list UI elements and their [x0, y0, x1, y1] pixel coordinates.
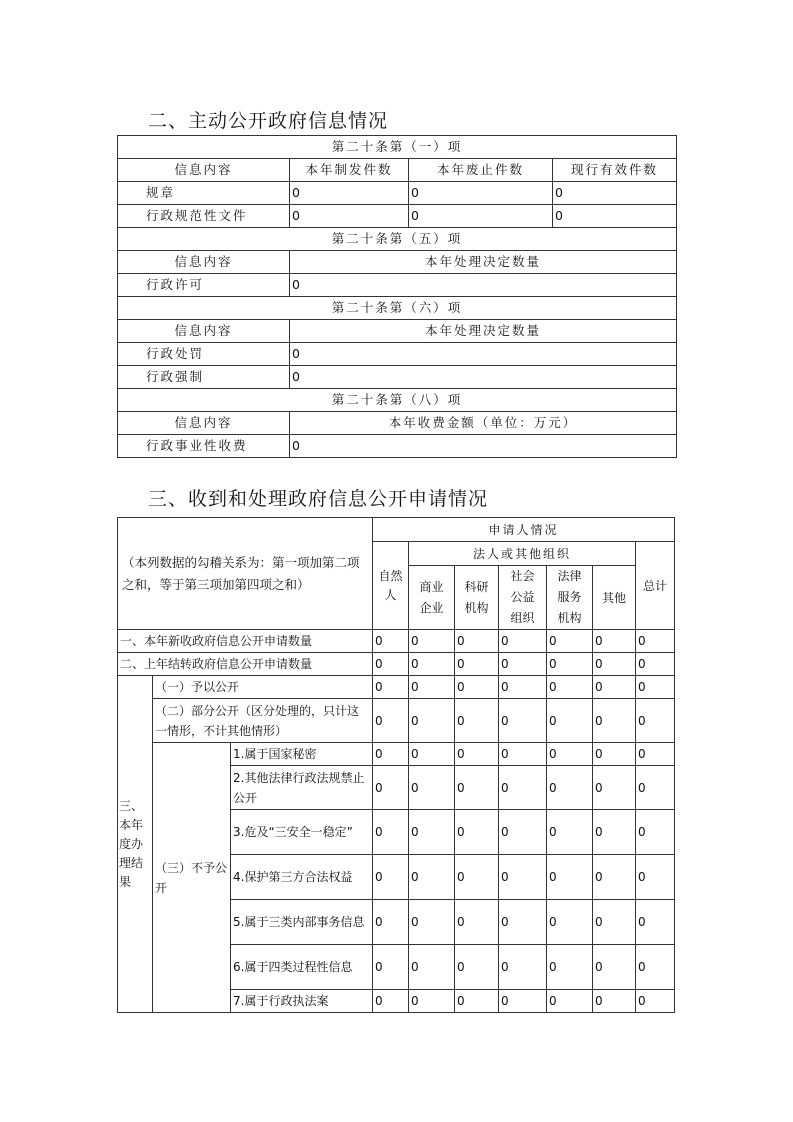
- cell-value: 0: [593, 630, 636, 653]
- cell-value: 0: [373, 900, 409, 945]
- cell-value: 0: [499, 743, 547, 766]
- cell-value: 0: [547, 653, 593, 676]
- row-label: 4.保护第三方合法权益: [231, 855, 373, 900]
- cell-value: 0: [636, 699, 675, 743]
- natural-person-header: 自然人: [373, 542, 409, 630]
- cell-value: 0: [409, 766, 455, 810]
- cell-value: 0: [636, 945, 675, 990]
- cell-value: 0: [499, 945, 547, 990]
- table-row: [118, 159, 677, 182]
- cell-value: 0: [547, 743, 593, 766]
- cell-value: 0: [499, 810, 547, 855]
- col-header: 本年收费金额（单位：万元）: [290, 412, 677, 435]
- cell-value: 0: [593, 766, 636, 810]
- cell-value: 0: [636, 990, 675, 1013]
- article-20-6-header: 第二十条第（六）项: [118, 297, 677, 320]
- cell-value: 0: [547, 630, 593, 653]
- row-label: 2.其他法律行政法规禁止公开: [231, 766, 373, 810]
- cell-value: 0: [636, 653, 675, 676]
- section2-title: 二、主动公开政府信息情况: [148, 110, 389, 132]
- cell-value: 0: [593, 855, 636, 900]
- cell-value: 0: [409, 900, 455, 945]
- cell-value: 0: [593, 676, 636, 699]
- table-row: [118, 136, 677, 159]
- cell-value: 0: [636, 766, 675, 810]
- col-header: 信息内容: [118, 251, 290, 274]
- table-row: [118, 366, 677, 389]
- cell-value: 0: [636, 743, 675, 766]
- cell-value: 0: [636, 676, 675, 699]
- cell-value: 0: [290, 343, 677, 366]
- cell-value: 0: [455, 766, 499, 810]
- cell-value: 0: [373, 945, 409, 990]
- row-label: 3.危及“三安全一稳定”: [231, 810, 373, 855]
- handling-result-label: 三、本年度办理结果: [118, 676, 153, 1013]
- cell-value: 0: [290, 182, 409, 205]
- row-label: 规章: [118, 182, 290, 205]
- cell-value: 0: [373, 810, 409, 855]
- table-row: [118, 518, 675, 542]
- cell-value: 0: [455, 855, 499, 900]
- cell-value: 0: [290, 274, 677, 297]
- cell-value: 0: [409, 743, 455, 766]
- cell-value: 0: [409, 855, 455, 900]
- cell-value: 0: [409, 945, 455, 990]
- cell-value: 0: [636, 630, 675, 653]
- row-label: 行政事业性收费: [118, 435, 290, 458]
- row-label: 行政规范性文件: [118, 205, 290, 228]
- cell-value: 0: [593, 699, 636, 743]
- total-header: 总计: [636, 542, 675, 630]
- cell-value: 0: [499, 990, 547, 1013]
- table-row: [118, 320, 677, 343]
- org-col-header: 法律服务机构: [547, 566, 593, 630]
- cell-value: 0: [290, 366, 677, 389]
- table-row: [118, 653, 675, 676]
- cell-value: 0: [409, 182, 553, 205]
- cell-value: 0: [373, 855, 409, 900]
- table-row: [118, 389, 677, 412]
- org-col-header: 科研机构: [455, 566, 499, 630]
- cell-value: 0: [499, 676, 547, 699]
- cell-value: 0: [547, 990, 593, 1013]
- proactive-disclosure-table: [117, 135, 677, 458]
- table-row: [118, 699, 675, 743]
- cell-value: 0: [499, 653, 547, 676]
- applicant-header: 申请人情况: [373, 518, 675, 542]
- cell-value: 0: [373, 630, 409, 653]
- legal-entity-header: 法人或其他组织: [409, 542, 636, 566]
- cell-value: 0: [553, 182, 677, 205]
- cell-value: 0: [409, 676, 455, 699]
- row-label: 7.属于行政执法案: [231, 990, 373, 1013]
- application-handling-table: [117, 517, 675, 1013]
- cell-value: 0: [455, 653, 499, 676]
- row-label: 5.属于三类内部事务信息: [231, 900, 373, 945]
- reconciliation-note: （本列数据的勾稽关系为：第一项加第二项之和，等于第三项加第四项之和）: [118, 518, 373, 630]
- cell-value: 0: [455, 990, 499, 1013]
- cell-value: 0: [409, 205, 553, 228]
- row-label: 1.属于国家秘密: [231, 743, 373, 766]
- cell-value: 0: [455, 743, 499, 766]
- cell-value: 0: [455, 630, 499, 653]
- cell-value: 0: [499, 855, 547, 900]
- org-col-header: 其他: [593, 566, 636, 630]
- cell-value: 0: [499, 630, 547, 653]
- cell-value: 0: [593, 945, 636, 990]
- col-header: 信息内容: [118, 320, 290, 343]
- cell-value: 0: [636, 810, 675, 855]
- cell-value: 0: [373, 699, 409, 743]
- cell-value: 0: [409, 810, 455, 855]
- cell-value: 0: [593, 743, 636, 766]
- cell-value: 0: [593, 900, 636, 945]
- cell-value: 0: [290, 205, 409, 228]
- cell-value: 0: [373, 990, 409, 1013]
- article-20-5-header: 第二十条第（五）项: [118, 228, 677, 251]
- col-header: 本年制发件数: [290, 159, 409, 182]
- cell-value: 0: [455, 945, 499, 990]
- cell-value: 0: [499, 699, 547, 743]
- cell-value: 0: [409, 699, 455, 743]
- table-row: [118, 251, 677, 274]
- cell-value: 0: [373, 743, 409, 766]
- cell-value: 0: [499, 766, 547, 810]
- row-label: 行政处罚: [118, 343, 290, 366]
- cell-value: 0: [636, 900, 675, 945]
- table-row: [118, 630, 675, 653]
- row-label: 行政强制: [118, 366, 290, 389]
- section3-title: 三、收到和处理政府信息公开申请情况: [148, 488, 489, 510]
- col-header: 本年处理决定数量: [290, 251, 677, 274]
- table-row: [118, 297, 677, 320]
- col-header: 现行有效件数: [553, 159, 677, 182]
- row-label: 二、上年结转政府信息公开申请数量: [118, 653, 373, 676]
- table-row: [118, 435, 677, 458]
- row-label: （一）予以公开: [153, 676, 373, 699]
- article-20-8-header: 第二十条第（八）项: [118, 389, 677, 412]
- cell-value: 0: [409, 990, 455, 1013]
- row-label: 一、本年新收政府信息公开申请数量: [118, 630, 373, 653]
- table-row: [118, 205, 677, 228]
- col-header: 信息内容: [118, 412, 290, 435]
- cell-value: 0: [547, 855, 593, 900]
- col-header: 信息内容: [118, 159, 290, 182]
- cell-value: 0: [547, 766, 593, 810]
- col-header: 本年废止件数: [409, 159, 553, 182]
- table-row: [118, 412, 677, 435]
- table-row: [118, 182, 677, 205]
- table-row: [118, 676, 675, 699]
- cell-value: 0: [455, 900, 499, 945]
- row-label: 行政许可: [118, 274, 290, 297]
- cell-value: 0: [499, 900, 547, 945]
- cell-value: 0: [547, 676, 593, 699]
- no-disclosure-label: （三）不予公开: [153, 743, 231, 1013]
- table-row: [118, 274, 677, 297]
- cell-value: 0: [553, 205, 677, 228]
- row-label: 6.属于四类过程性信息: [231, 945, 373, 990]
- cell-value: 0: [547, 945, 593, 990]
- cell-value: 0: [455, 810, 499, 855]
- cell-value: 0: [290, 435, 677, 458]
- cell-value: 0: [593, 653, 636, 676]
- cell-value: 0: [636, 855, 675, 900]
- cell-value: 0: [547, 699, 593, 743]
- cell-value: 0: [409, 653, 455, 676]
- cell-value: 0: [547, 810, 593, 855]
- cell-value: 0: [373, 653, 409, 676]
- cell-value: 0: [593, 810, 636, 855]
- cell-value: 0: [547, 900, 593, 945]
- row-label: （二）部分公开（区分处理的，只计这一情形，不计其他情形）: [153, 699, 373, 743]
- article-20-1-header: 第二十条第（一）项: [118, 136, 677, 159]
- col-header: 本年处理决定数量: [290, 320, 677, 343]
- org-col-header: 社会公益组织: [499, 566, 547, 630]
- cell-value: 0: [455, 699, 499, 743]
- table-row: [118, 343, 677, 366]
- cell-value: 0: [409, 630, 455, 653]
- cell-value: 0: [455, 676, 499, 699]
- cell-value: 0: [373, 676, 409, 699]
- cell-value: 0: [593, 990, 636, 1013]
- table-row: [118, 743, 675, 766]
- table-row: [118, 228, 677, 251]
- cell-value: 0: [373, 766, 409, 810]
- org-col-header: 商业企业: [409, 566, 455, 630]
